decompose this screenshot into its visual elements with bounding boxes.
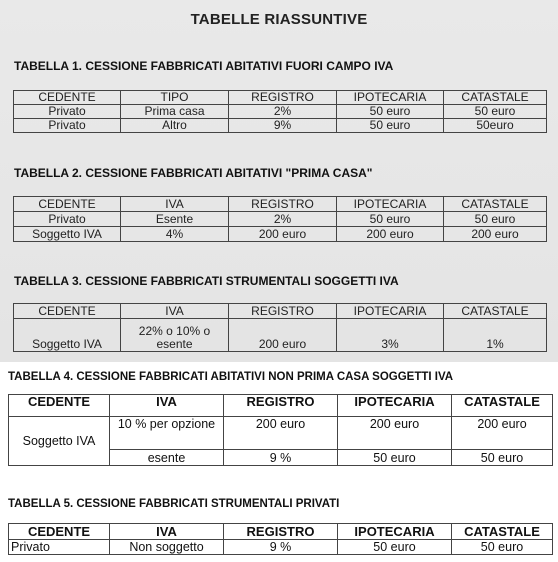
- table5: [8, 523, 553, 555]
- table-cell: Soggetto IVA: [14, 227, 121, 242]
- table-cell: Privato: [14, 119, 121, 133]
- table-row: [14, 105, 547, 119]
- table-cell: 50 euro: [337, 119, 444, 133]
- table-cell: 50 euro: [444, 105, 547, 119]
- table-cell: 22% o 10% o esente: [121, 319, 229, 352]
- header-cell: CATASTALE: [452, 395, 553, 417]
- table-cell: Privato: [14, 105, 121, 119]
- table-cell: Esente: [121, 212, 229, 227]
- table-cell: 50 euro: [337, 212, 444, 227]
- table-cell: Prima casa: [121, 105, 229, 119]
- header-cell: IPOTECARIA: [338, 524, 452, 540]
- table-cell: esente: [110, 450, 224, 466]
- header-cell: CATASTALE: [444, 91, 547, 105]
- table3: [13, 303, 547, 352]
- header-cell: IVA: [121, 304, 229, 319]
- table-cell: 9 %: [224, 540, 338, 555]
- header-cell: TIPO: [121, 91, 229, 105]
- header-cell: IVA: [110, 524, 224, 540]
- table-row: [14, 119, 547, 133]
- header-cell: REGISTRO: [224, 395, 338, 417]
- table2-title: TABELLA 2. CESSIONE FABBRICATI ABITATIVI "PRIMA CASA": [14, 166, 373, 180]
- table-cell: 4%: [121, 227, 229, 242]
- header-cell: REGISTRO: [229, 91, 337, 105]
- header-cell: CATASTALE: [452, 524, 553, 540]
- table-cell: 200 euro: [444, 227, 547, 242]
- header-cell: CEDENTE: [9, 524, 110, 540]
- header-cell: IPOTECARIA: [338, 395, 452, 417]
- table1: [13, 90, 547, 133]
- table-cell: 50 euro: [338, 450, 452, 466]
- table4: [8, 394, 553, 466]
- header-cell: IVA: [121, 197, 229, 212]
- table-cell: Non soggetto: [110, 540, 224, 555]
- header-cell: CATASTALE: [444, 304, 547, 319]
- header-cell: REGISTRO: [224, 524, 338, 540]
- table-row: [9, 540, 553, 555]
- table-cell: 200 euro: [224, 417, 338, 450]
- page-title: TABELLE RIASSUNTIVE: [190, 11, 368, 28]
- table-header-row: [14, 91, 547, 105]
- table3-title: TABELLA 3. CESSIONE FABBRICATI STRUMENTALI SOGGETTI IVA: [14, 274, 399, 288]
- table-cell: 50 euro: [338, 540, 452, 555]
- table-header-row: [9, 524, 553, 540]
- table-cell: Soggetto IVA: [14, 319, 121, 352]
- table-cell: 1%: [444, 319, 547, 352]
- table-header-row: [14, 197, 547, 212]
- table-cell: 200 euro: [229, 319, 337, 352]
- table-cell: 10 % per opzione: [110, 417, 224, 450]
- table1-title: TABELLA 1. CESSIONE FABBRICATI ABITATIVI FUORI CAMPO IVA: [14, 59, 394, 73]
- table5-title: TABELLA 5. CESSIONE FABBRICATI STRUMENTALI PRIVATI: [8, 498, 340, 510]
- table4-title: TABELLA 4. CESSIONE FABBRICATI ABITATIVI NON PRIMA CASA SOGGETTI IVA: [8, 371, 454, 383]
- header-cell: REGISTRO: [229, 197, 337, 212]
- table-cell: 50euro: [444, 119, 547, 133]
- table-cell: 200 euro: [452, 417, 553, 450]
- table-cell: Soggetto IVA: [9, 417, 110, 466]
- table-row: [14, 227, 547, 242]
- table-header-row: [9, 395, 553, 417]
- table-cell: Privato: [9, 540, 110, 555]
- header-cell: IPOTECARIA: [337, 197, 444, 212]
- header-cell: CEDENTE: [9, 395, 110, 417]
- header-cell: IPOTECARIA: [337, 304, 444, 319]
- table-cell: 9%: [229, 119, 337, 133]
- header-cell: CEDENTE: [14, 91, 121, 105]
- header-cell: REGISTRO: [229, 304, 337, 319]
- table2: [13, 196, 547, 242]
- header-cell: CEDENTE: [14, 197, 121, 212]
- table-cell: 2%: [229, 105, 337, 119]
- header-cell: IVA: [110, 395, 224, 417]
- table-cell: 2%: [229, 212, 337, 227]
- table-cell: Altro: [121, 119, 229, 133]
- table-header-row: [14, 304, 547, 319]
- table-cell: 50 euro: [452, 450, 553, 466]
- table-cell: 9 %: [224, 450, 338, 466]
- table-row: [14, 319, 547, 352]
- table-row: [14, 212, 547, 227]
- header-cell: CEDENTE: [14, 304, 121, 319]
- header-cell: CATASTALE: [444, 197, 547, 212]
- table-cell: 50 euro: [452, 540, 553, 555]
- table-cell: 50 euro: [337, 105, 444, 119]
- header-cell: IPOTECARIA: [337, 91, 444, 105]
- table-cell: 3%: [337, 319, 444, 352]
- table-cell: Privato: [14, 212, 121, 227]
- table-cell: 200 euro: [337, 227, 444, 242]
- table-row: [9, 417, 553, 450]
- table-cell: 50 euro: [444, 212, 547, 227]
- table-cell: 200 euro: [229, 227, 337, 242]
- table-cell: 200 euro: [338, 417, 452, 450]
